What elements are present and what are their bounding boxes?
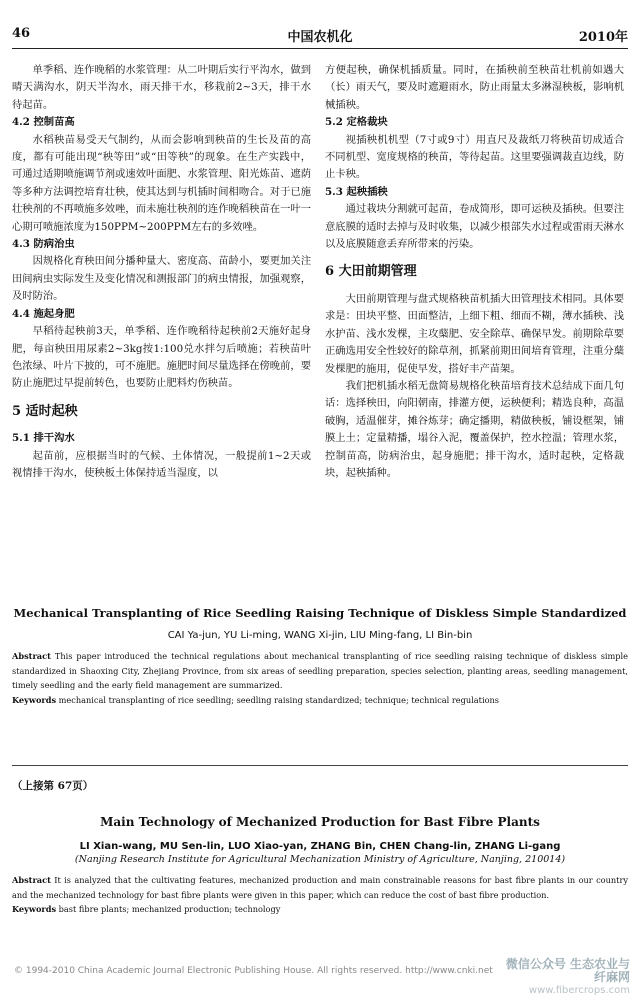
abstract-block (12, 649, 628, 693)
paragraph-water-management: 单季稻、连作晚稻的水浆管理：从二叶期后实行平沟水，做到晴天满沟水，阴天半沟水，雨天排干水，移栽前2~3天，排干水待起苗。 (12, 64, 311, 111)
continued-from-note: （上接第 67页） (12, 765, 628, 793)
watermark-line-2: www.fibercrops.com (528, 985, 630, 996)
author-affiliation: (Nanjing Research Institute for Agricultural Mechanization Ministry of Agriculture, Nanjing, 210014) (74, 854, 566, 865)
page-number: 46 (12, 26, 31, 41)
copyright-footer: © 1994-2010 China Academic Journal Electronic Publishing House. All rights reserved. http://www.cnki.net (14, 966, 493, 976)
watermark-line-1: 微信公众号 生态农业与纤麻网 (505, 957, 630, 984)
keywords-block (12, 693, 628, 708)
abstract-label: Abstract (12, 875, 51, 885)
english-authors: CAI Ya-jun, YU Li-ming, WANG Xi-jin, LIU Ming-fang, LI Bin-bin (167, 630, 473, 641)
paragraph-seedling-height: 水稻秧苗易受天气制约，从而会影响到秧苗的生长及苗的高度，都有可能出现“秧等田”或“田等秧”的现象。在生产实践中，可通过适期喷施调节剂或速效叶面肥、水浆管理、阳光炼苗、遮荫等多种方法调控培育壮秧，使其达到与机插时间相吻合。对于已施壮秧剂的不再喷施多效唑，而未施壮秧剂的连作晚稻秧苗在一叶一心期可喷施浓度为150PPM~200PPM左右的多效唑。 (12, 133, 311, 233)
abstract-label: Abstract (12, 651, 51, 661)
english-title: Main Technology of Mechanized Production for Bast Fibre Plants (100, 815, 540, 829)
body-columns (12, 62, 628, 592)
abstract-text: It is analyzed that the cultivating features, mechanized production and main constrainable reasons for bast fibre plants in our country and the mechanized technology for bast fibre plants were given in this paper, which can reduce the cost of bast fibre production. (12, 875, 628, 900)
keywords-label: Keywords (12, 904, 57, 914)
heading-4-3: 4.3 防病治虫 (12, 238, 75, 251)
heading-5-2: 5.2 定格裁块 (325, 116, 388, 129)
heading-section-5: 5 适时起秧 (12, 403, 78, 419)
heading-section-6: 6 大田前期管理 (325, 264, 417, 280)
abstract-text: This paper introduced the technical regulations about mechanical transplanting of rice seedling raising technique of diskless simple standardized in Shaoxing City, Zhejiang Province, from six areas of seedling preparation, species selection, planting areas, seedling management, timely seedling and the early field management are summarized. (12, 651, 628, 690)
english-authors: LI Xian-wang, MU Sen-lin, LUO Xiao-yan, ZHANG Bin, CHEN Chang-lin, ZHANG Li-gang (79, 841, 561, 852)
english-abstract-rice (12, 606, 628, 707)
paragraph-continued: 方便起秧，确保机插质量。同时，在插秧前至秧苗壮机前如遇大（长）雨天气，要及时遮避雨水，防止雨量太多淋湿秧板，影响机械插秧。 (325, 64, 624, 111)
paragraph-fertilizer: 早稻待起秧前3天，单季稻、连作晚稻待起秧前2天施好起身肥，每亩秧田用尿素2~3kg按1:100兑水拌匀后喷施；若秧苗叶色浓绿、叶片下披的，可不施肥。施肥时间尽量选择在傍晚前，要防止施肥过早提前转色，也要防止肥料灼伤秧苗。 (12, 325, 311, 390)
keywords-label: Keywords (12, 694, 57, 705)
abstract-block (12, 873, 628, 902)
paragraph-lift-transplant: 通过栽块分割就可起苗，卷成简形，即可运秧及插秧。但要注意底膜的适时去掉与及时收集，以减少根部失水过程或雷雨天淋水以及底膜随意丢弃所带来的污染。 (325, 203, 624, 251)
keywords-text: mechanical transplanting of rice seedling; seedling raising standardized; technique; technical regulations (58, 694, 499, 705)
paragraph-pest-control: 因规格化育秧田间分播种量大、密度高、苗龄小，要更加关注田间病虫实际发生及变化情况和测报部门的病虫情报，加强观察，及时防治。 (12, 255, 311, 303)
paragraph-summary: 我们把机插水稻无盘简易规格化秧苗培育技术总结成下面几句话：选择秧田，向阳朝南，排灌方便，运秧便利；精选良种，高温破胸，适温催芽，摊谷炼芽；确定播期，精做秧板，铺设框架，铺膜上土；定量精播，塌谷入泥，覆盖保护，控水控温；管理水浆，控制苗高，防病治虫，起身施肥；排干沟水，适时起秧，定格裁块，起秧插种。 (325, 379, 624, 479)
site-watermark (500, 958, 630, 997)
left-column (12, 62, 311, 482)
paragraph-field-management: 大田前期管理与盘式规格秧苗机插大田管理技术相同。具体要求是：田块平整、田面整洁，上细下粗、细而不糊，薄水插秧、浅水护苗、浅水发棵，主攻蘖肥、安全除草、确保早发。前期除草要正确选用安全性较好的除草剂，抓紧前期田间培育管理，注重分蘖发棵肥的施用，促使早发，搭好丰产苗架。 (325, 292, 624, 375)
heading-4-2: 4.2 控制苗高 (12, 116, 75, 129)
heading-5-1: 5.1 排干沟水 (12, 432, 75, 445)
heading-4-4: 4.4 施起身肥 (12, 307, 75, 320)
keywords-text: bast fibre plants; mechanized production; technology (58, 904, 281, 914)
paragraph-drain-water: 起苗前，应根据当时的气候、土体情况，一般提前1~2天或视情排干沟水，使秧板土体保持适当湿度，以 (12, 449, 311, 479)
keywords-block (12, 902, 628, 917)
english-abstract-bast-fibre (12, 815, 628, 917)
paragraph-cut-blocks: 视插秧机机型（7寸或9寸）用直尺及裁纸刀将秧苗切成适合不同机型、宽度规格的秧苗，等待起苗。这里要强调裁直边线，防止卡秧。 (325, 133, 624, 181)
page-header (12, 26, 628, 49)
right-column (325, 62, 624, 482)
publication-year: 2010年 (578, 30, 628, 45)
heading-5-3: 5.3 起秧插秧 (325, 185, 388, 198)
journal-name: 中国农机化 (287, 30, 353, 45)
english-title: Mechanical Transplanting of Rice Seedling Raising Technique of Diskless Simple Standardized (13, 606, 627, 620)
